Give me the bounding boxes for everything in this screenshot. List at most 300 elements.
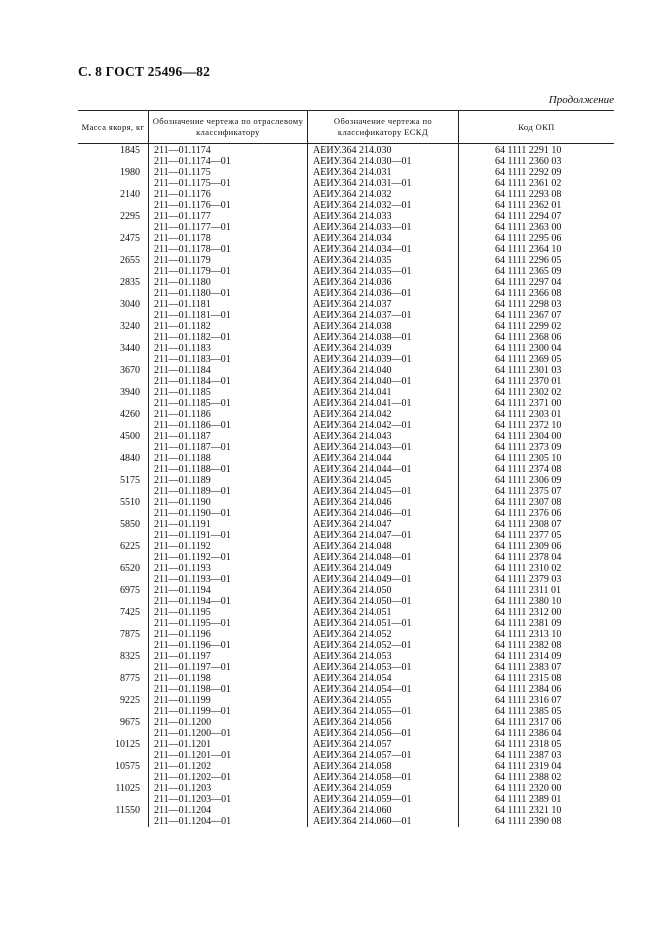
cell-industry-code: 211—01.1194—01 (154, 596, 231, 607)
table-row (78, 178, 614, 189)
table-header (78, 111, 614, 144)
cell-eskd-code: АЕИУ.364 214.056 (313, 717, 392, 728)
table-row (78, 409, 614, 420)
cell-eskd-code: АЕИУ.364 214.043 (313, 431, 392, 442)
cell-mass (78, 244, 148, 255)
cell-okp-code: 64 1111 2364 10 (495, 244, 562, 255)
cell-industry-code: 211—01.1175—01 (154, 178, 231, 189)
cell-mass: 3040 (120, 299, 140, 310)
cell-eskd-code: АЕИУ.364 214.053—01 (313, 662, 412, 673)
cell-okp-code: 64 1111 2307 08 (495, 497, 562, 508)
cell-eskd-code: АЕИУ.364 214.030—01 (313, 156, 412, 167)
cell-industry-code: 211—01.1202 (154, 761, 212, 772)
table-row (78, 684, 614, 695)
column-header-eskd-code: Обозначение чертежа по классификатору ЕСКД (307, 111, 458, 143)
cell-industry-code: 211—01.1192 (154, 541, 211, 552)
cell-okp-code: 64 1111 2367 07 (495, 310, 562, 321)
table-row (78, 464, 614, 475)
cell-mass (78, 398, 148, 409)
cell-mass (78, 486, 148, 497)
cell-industry-code: 211—01.1204 (154, 805, 212, 816)
cell-industry-code: 211—01.1188 (154, 453, 211, 464)
cell-industry-code: 211—01.1182—01 (154, 332, 231, 343)
table-row (78, 585, 614, 596)
cell-mass: 4260 (120, 409, 140, 420)
cell-eskd-code: АЕИУ.364 214.030 (313, 145, 392, 156)
cell-industry-code: 211—01.1175 (154, 167, 211, 178)
cell-mass (78, 530, 148, 541)
cell-okp-code: 64 1111 2371 00 (495, 398, 562, 409)
cell-eskd-code: АЕИУ.364 214.045—01 (313, 486, 412, 497)
cell-okp-code: 64 1111 2366 08 (495, 288, 562, 299)
cell-eskd-code: АЕИУ.364 214.055 (313, 695, 392, 706)
cell-industry-code: 211—01.1200 (154, 717, 212, 728)
cell-okp-code: 64 1111 2378 04 (495, 552, 562, 563)
cell-eskd-code: АЕИУ.364 214.060 (313, 805, 392, 816)
cell-mass: 8775 (120, 673, 140, 684)
cell-industry-code: 211—01.1191—01 (154, 530, 231, 541)
cell-eskd-code: АЕИУ.364 214.059—01 (313, 794, 412, 805)
table-row (78, 541, 614, 552)
table-row (78, 618, 614, 629)
cell-industry-code: 211—01.1195—01 (154, 618, 231, 629)
cell-industry-code: 211—01.1183—01 (154, 354, 231, 365)
cell-okp-code: 64 1111 2374 08 (495, 464, 562, 475)
cell-industry-code: 211—01.1187 (154, 431, 211, 442)
cell-industry-code: 211—01.1202—01 (154, 772, 232, 783)
table-row (78, 343, 614, 354)
cell-okp-code: 64 1111 2384 06 (495, 684, 562, 695)
table-row (78, 431, 614, 442)
cell-mass: 2835 (120, 277, 140, 288)
cell-industry-code: 211—01.1190—01 (154, 508, 231, 519)
cell-industry-code: 211—01.1198—01 (154, 684, 231, 695)
cell-eskd-code: АЕИУ.364 214.038—01 (313, 332, 412, 343)
table-row (78, 486, 614, 497)
table-row (78, 695, 614, 706)
cell-mass: 6225 (120, 541, 140, 552)
cell-industry-code: 211—01.1180 (154, 277, 211, 288)
cell-eskd-code: АЕИУ.364 214.036 (313, 277, 392, 288)
cell-mass: 4500 (120, 431, 140, 442)
cell-eskd-code: АЕИУ.364 214.053 (313, 651, 392, 662)
cell-eskd-code: АЕИУ.364 214.054—01 (313, 684, 412, 695)
cell-eskd-code: АЕИУ.364 214.031 (313, 167, 392, 178)
cell-okp-code: 64 1111 2376 06 (495, 508, 562, 519)
table-row (78, 739, 614, 750)
cell-eskd-code: АЕИУ.364 214.033 (313, 211, 392, 222)
cell-mass (78, 574, 148, 585)
cell-industry-code: 211—01.1201 (154, 739, 212, 750)
table-row (78, 662, 614, 673)
table-row (78, 453, 614, 464)
cell-industry-code: 211—01.1198 (154, 673, 211, 684)
table-row (78, 354, 614, 365)
cell-industry-code: 211—01.1197—01 (154, 662, 231, 673)
cell-mass (78, 816, 148, 827)
cell-okp-code: 64 1111 2319 04 (495, 761, 562, 772)
cell-eskd-code: АЕИУ.364 214.035 (313, 255, 392, 266)
cell-mass (78, 772, 148, 783)
cell-eskd-code: АЕИУ.364 214.048—01 (313, 552, 412, 563)
table-row (78, 332, 614, 343)
cell-mass (78, 156, 148, 167)
cell-industry-code: 211—01.1196—01 (154, 640, 231, 651)
table-row (78, 519, 614, 530)
cell-okp-code: 64 1111 2291 10 (495, 145, 562, 156)
cell-okp-code: 64 1111 2377 05 (495, 530, 562, 541)
cell-okp-code: 64 1111 2385 05 (495, 706, 562, 717)
cell-okp-code: 64 1111 2299 02 (495, 321, 562, 332)
cell-mass: 3940 (120, 387, 140, 398)
cell-okp-code: 64 1111 2301 03 (495, 365, 562, 376)
table-row (78, 222, 614, 233)
cell-eskd-code: АЕИУ.364 214.051—01 (313, 618, 412, 629)
cell-mass (78, 464, 148, 475)
cell-mass: 6975 (120, 585, 140, 596)
cell-eskd-code: АЕИУ.364 214.039 (313, 343, 392, 354)
cell-eskd-code: АЕИУ.364 214.047—01 (313, 530, 412, 541)
cell-okp-code: 64 1111 2390 08 (495, 816, 562, 827)
table-row (78, 530, 614, 541)
cell-eskd-code: АЕИУ.364 214.044 (313, 453, 392, 464)
cell-okp-code: 64 1111 2317 06 (495, 717, 562, 728)
cell-eskd-code: АЕИУ.364 214.045 (313, 475, 392, 486)
cell-okp-code: 64 1111 2312 00 (495, 607, 562, 618)
cell-okp-code: 64 1111 2308 07 (495, 519, 562, 530)
cell-eskd-code: АЕИУ.364 214.037—01 (313, 310, 412, 321)
cell-industry-code: 211—01.1196 (154, 629, 211, 640)
cell-industry-code: 211—01.1181—01 (154, 310, 231, 321)
table-row (78, 706, 614, 717)
cell-eskd-code: АЕИУ.364 214.051 (313, 607, 392, 618)
cell-industry-code: 211—01.1185 (154, 387, 211, 398)
cell-eskd-code: АЕИУ.364 214.050 (313, 585, 392, 596)
cell-industry-code: 211—01.1188—01 (154, 464, 231, 475)
table-row (78, 475, 614, 486)
cell-mass (78, 310, 148, 321)
cell-industry-code: 211—01.1199 (154, 695, 211, 706)
cell-okp-code: 64 1111 2295 06 (495, 233, 562, 244)
cell-mass: 1980 (120, 167, 140, 178)
cell-eskd-code: АЕИУ.364 214.041 (313, 387, 392, 398)
cell-industry-code: 211—01.1191 (154, 519, 211, 530)
cell-mass (78, 178, 148, 189)
table-row (78, 750, 614, 761)
table-row (78, 310, 614, 321)
table-row (78, 288, 614, 299)
cell-mass (78, 596, 148, 607)
cell-mass: 11550 (115, 805, 140, 816)
cell-okp-code: 64 1111 2389 01 (495, 794, 562, 805)
cell-mass: 5510 (120, 497, 140, 508)
table-row (78, 761, 614, 772)
cell-okp-code: 64 1111 2298 03 (495, 299, 562, 310)
cell-industry-code: 211—01.1193—01 (154, 574, 231, 585)
cell-okp-code: 64 1111 2360 03 (495, 156, 562, 167)
table-row (78, 508, 614, 519)
cell-okp-code: 64 1111 2313 10 (495, 629, 562, 640)
cell-eskd-code: АЕИУ.364 214.057—01 (313, 750, 412, 761)
cell-industry-code: 211—01.1183 (154, 343, 211, 354)
cell-mass: 2655 (120, 255, 140, 266)
cell-okp-code: 64 1111 2363 00 (495, 222, 562, 233)
table-row (78, 805, 614, 816)
cell-mass (78, 420, 148, 431)
column-divider (307, 144, 308, 827)
cell-okp-code: 64 1111 2315 08 (495, 673, 562, 684)
table-row (78, 200, 614, 211)
cell-eskd-code: АЕИУ.364 214.055—01 (313, 706, 412, 717)
table-row (78, 673, 614, 684)
table-row (78, 640, 614, 651)
cell-eskd-code: АЕИУ.364 214.042 (313, 409, 392, 420)
table-row (78, 145, 614, 156)
table-row (78, 398, 614, 409)
page-title: С. 8 ГОСТ 25496—82 (78, 64, 211, 79)
cell-eskd-code: АЕИУ.364 214.043—01 (313, 442, 412, 453)
cell-mass: 5850 (120, 519, 140, 530)
table-row (78, 376, 614, 387)
cell-eskd-code: АЕИУ.364 214.052—01 (313, 640, 412, 651)
cell-mass (78, 662, 148, 673)
cell-eskd-code: АЕИУ.364 214.049 (313, 563, 392, 574)
cell-industry-code: 211—01.1189—01 (154, 486, 231, 497)
cell-okp-code: 64 1111 2382 08 (495, 640, 562, 651)
cell-okp-code: 64 1111 2305 10 (495, 453, 562, 464)
table-row (78, 387, 614, 398)
table-row (78, 783, 614, 794)
column-divider (458, 144, 459, 827)
cell-eskd-code: АЕИУ.364 214.047 (313, 519, 392, 530)
cell-okp-code: 64 1111 2321 10 (495, 805, 562, 816)
table-row (78, 772, 614, 783)
table-row (78, 266, 614, 277)
cell-mass: 9675 (120, 717, 140, 728)
cell-mass (78, 750, 148, 761)
table-row (78, 574, 614, 585)
cell-okp-code: 64 1111 2365 09 (495, 266, 562, 277)
continuation-label: Продолжение (548, 94, 614, 106)
cell-industry-code: 211—01.1186—01 (154, 420, 231, 431)
anchor-table (78, 110, 614, 827)
cell-mass: 8325 (120, 651, 140, 662)
cell-industry-code: 211—01.1195 (154, 607, 211, 618)
cell-industry-code: 211—01.1193 (154, 563, 211, 574)
cell-industry-code: 211—01.1186 (154, 409, 211, 420)
table-row (78, 651, 614, 662)
cell-okp-code: 64 1111 2320 00 (495, 783, 562, 794)
cell-okp-code: 64 1111 2388 02 (495, 772, 562, 783)
cell-okp-code: 64 1111 2296 05 (495, 255, 562, 266)
table-row (78, 211, 614, 222)
cell-eskd-code: АЕИУ.364 214.057 (313, 739, 392, 750)
cell-eskd-code: АЕИУ.364 214.033—01 (313, 222, 412, 233)
cell-mass (78, 442, 148, 453)
cell-eskd-code: АЕИУ.364 214.056—01 (313, 728, 412, 739)
table-row (78, 189, 614, 200)
cell-industry-code: 211—01.1184 (154, 365, 211, 376)
cell-okp-code: 64 1111 2316 07 (495, 695, 562, 706)
cell-okp-code: 64 1111 2294 07 (495, 211, 562, 222)
cell-industry-code: 211—01.1199—01 (154, 706, 231, 717)
cell-okp-code: 64 1111 2386 04 (495, 728, 562, 739)
table-row (78, 596, 614, 607)
cell-okp-code: 64 1111 2372 10 (495, 420, 562, 431)
table-row (78, 299, 614, 310)
table-row (78, 167, 614, 178)
cell-mass (78, 552, 148, 563)
cell-eskd-code: АЕИУ.364 214.048 (313, 541, 392, 552)
cell-eskd-code: АЕИУ.364 214.035—01 (313, 266, 412, 277)
table-body (78, 144, 614, 827)
cell-mass (78, 684, 148, 695)
cell-mass: 2475 (120, 233, 140, 244)
cell-mass: 6520 (120, 563, 140, 574)
cell-okp-code: 64 1111 2318 05 (495, 739, 562, 750)
cell-okp-code: 64 1111 2292 09 (495, 167, 562, 178)
table-row (78, 717, 614, 728)
cell-mass (78, 200, 148, 211)
cell-eskd-code: АЕИУ.364 214.059 (313, 783, 392, 794)
cell-okp-code: 64 1111 2314 09 (495, 651, 562, 662)
cell-eskd-code: АЕИУ.364 214.040 (313, 365, 392, 376)
cell-industry-code: 211—01.1197 (154, 651, 211, 662)
cell-eskd-code: АЕИУ.364 214.036—01 (313, 288, 412, 299)
cell-industry-code: 211—01.1174—01 (154, 156, 231, 167)
cell-okp-code: 64 1111 2293 08 (495, 189, 562, 200)
cell-okp-code: 64 1111 2373 09 (495, 442, 562, 453)
cell-mass (78, 376, 148, 387)
cell-eskd-code: АЕИУ.364 214.058—01 (313, 772, 412, 783)
cell-eskd-code: АЕИУ.364 214.046 (313, 497, 392, 508)
table-row (78, 552, 614, 563)
cell-mass (78, 266, 148, 277)
cell-eskd-code: АЕИУ.364 214.054 (313, 673, 392, 684)
cell-eskd-code: АЕИУ.364 214.040—01 (313, 376, 412, 387)
cell-eskd-code: АЕИУ.364 214.042—01 (313, 420, 412, 431)
cell-okp-code: 64 1111 2306 09 (495, 475, 562, 486)
cell-okp-code: 64 1111 2361 02 (495, 178, 562, 189)
cell-okp-code: 64 1111 2369 05 (495, 354, 562, 365)
cell-industry-code: 211—01.1174 (154, 145, 211, 156)
cell-industry-code: 211—01.1177 (154, 211, 211, 222)
cell-mass (78, 508, 148, 519)
table-row (78, 816, 614, 827)
cell-eskd-code: АЕИУ.364 214.038 (313, 321, 392, 332)
table-row (78, 321, 614, 332)
cell-mass: 4840 (120, 453, 140, 464)
cell-industry-code: 211—01.1182 (154, 321, 211, 332)
cell-industry-code: 211—01.1192—01 (154, 552, 231, 563)
cell-okp-code: 64 1111 2379 03 (495, 574, 562, 585)
table-row (78, 420, 614, 431)
cell-eskd-code: АЕИУ.364 214.058 (313, 761, 392, 772)
table-row (78, 442, 614, 453)
table-row (78, 365, 614, 376)
table-row (78, 728, 614, 739)
cell-mass: 3440 (120, 343, 140, 354)
cell-okp-code: 64 1111 2310 02 (495, 563, 562, 574)
cell-eskd-code: АЕИУ.364 214.050—01 (313, 596, 412, 607)
cell-eskd-code: АЕИУ.364 214.049—01 (313, 574, 412, 585)
cell-mass: 10575 (115, 761, 140, 772)
cell-mass: 10125 (115, 739, 140, 750)
cell-industry-code: 211—01.1203—01 (154, 794, 232, 805)
cell-mass (78, 288, 148, 299)
cell-eskd-code: АЕИУ.364 214.034 (313, 233, 392, 244)
cell-mass: 2140 (120, 189, 140, 200)
cell-mass (78, 728, 148, 739)
cell-mass: 1845 (120, 145, 140, 156)
cell-industry-code: 211—01.1189 (154, 475, 211, 486)
cell-okp-code: 64 1111 2375 07 (495, 486, 562, 497)
cell-eskd-code: АЕИУ.364 214.032 (313, 189, 392, 200)
cell-okp-code: 64 1111 2304 00 (495, 431, 562, 442)
cell-mass (78, 618, 148, 629)
column-header-mass: Масса якоря, кг (81, 121, 145, 132)
cell-eskd-code: АЕИУ.364 214.037 (313, 299, 392, 310)
cell-mass: 5175 (120, 475, 140, 486)
table-row (78, 277, 614, 288)
cell-okp-code: 64 1111 2381 09 (495, 618, 562, 629)
cell-eskd-code: АЕИУ.364 214.052 (313, 629, 392, 640)
cell-okp-code: 64 1111 2380 10 (495, 596, 562, 607)
table-row (78, 607, 614, 618)
table-row (78, 156, 614, 167)
table-row (78, 497, 614, 508)
cell-okp-code: 64 1111 2362 01 (495, 200, 562, 211)
column-divider (148, 144, 149, 827)
cell-mass: 7875 (120, 629, 140, 640)
cell-industry-code: 211—01.1176—01 (154, 200, 231, 211)
cell-mass: 9225 (120, 695, 140, 706)
cell-eskd-code: АЕИУ.364 214.032—01 (313, 200, 412, 211)
cell-okp-code: 64 1111 2303 01 (495, 409, 562, 420)
cell-mass: 7425 (120, 607, 140, 618)
cell-mass: 3670 (120, 365, 140, 376)
cell-okp-code: 64 1111 2368 06 (495, 332, 562, 343)
cell-eskd-code: АЕИУ.364 214.041—01 (313, 398, 412, 409)
cell-eskd-code: АЕИУ.364 214.034—01 (313, 244, 412, 255)
table-row (78, 244, 614, 255)
cell-okp-code: 64 1111 2302 02 (495, 387, 562, 398)
cell-mass (78, 794, 148, 805)
cell-industry-code: 211—01.1176 (154, 189, 211, 200)
cell-industry-code: 211—01.1181 (154, 299, 211, 310)
cell-eskd-code: АЕИУ.364 214.060—01 (313, 816, 412, 827)
table-row (78, 794, 614, 805)
cell-industry-code: 211—01.1187—01 (154, 442, 231, 453)
cell-okp-code: 64 1111 2370 01 (495, 376, 562, 387)
cell-okp-code: 64 1111 2383 07 (495, 662, 562, 673)
cell-mass (78, 332, 148, 343)
table-row (78, 233, 614, 244)
cell-industry-code: 211—01.1177—01 (154, 222, 231, 233)
cell-industry-code: 211—01.1178—01 (154, 244, 231, 255)
cell-eskd-code: АЕИУ.364 214.031—01 (313, 178, 412, 189)
table-row (78, 255, 614, 266)
cell-mass (78, 222, 148, 233)
cell-industry-code: 211—01.1179 (154, 255, 211, 266)
cell-mass (78, 706, 148, 717)
cell-mass (78, 640, 148, 651)
table-row (78, 563, 614, 574)
cell-mass: 11025 (115, 783, 140, 794)
column-header-industry-code: Обозначение чертежа по отраслевому классификатору (148, 111, 307, 143)
column-header-okp-code: Код ОКП (458, 111, 614, 143)
cell-mass: 2295 (120, 211, 140, 222)
